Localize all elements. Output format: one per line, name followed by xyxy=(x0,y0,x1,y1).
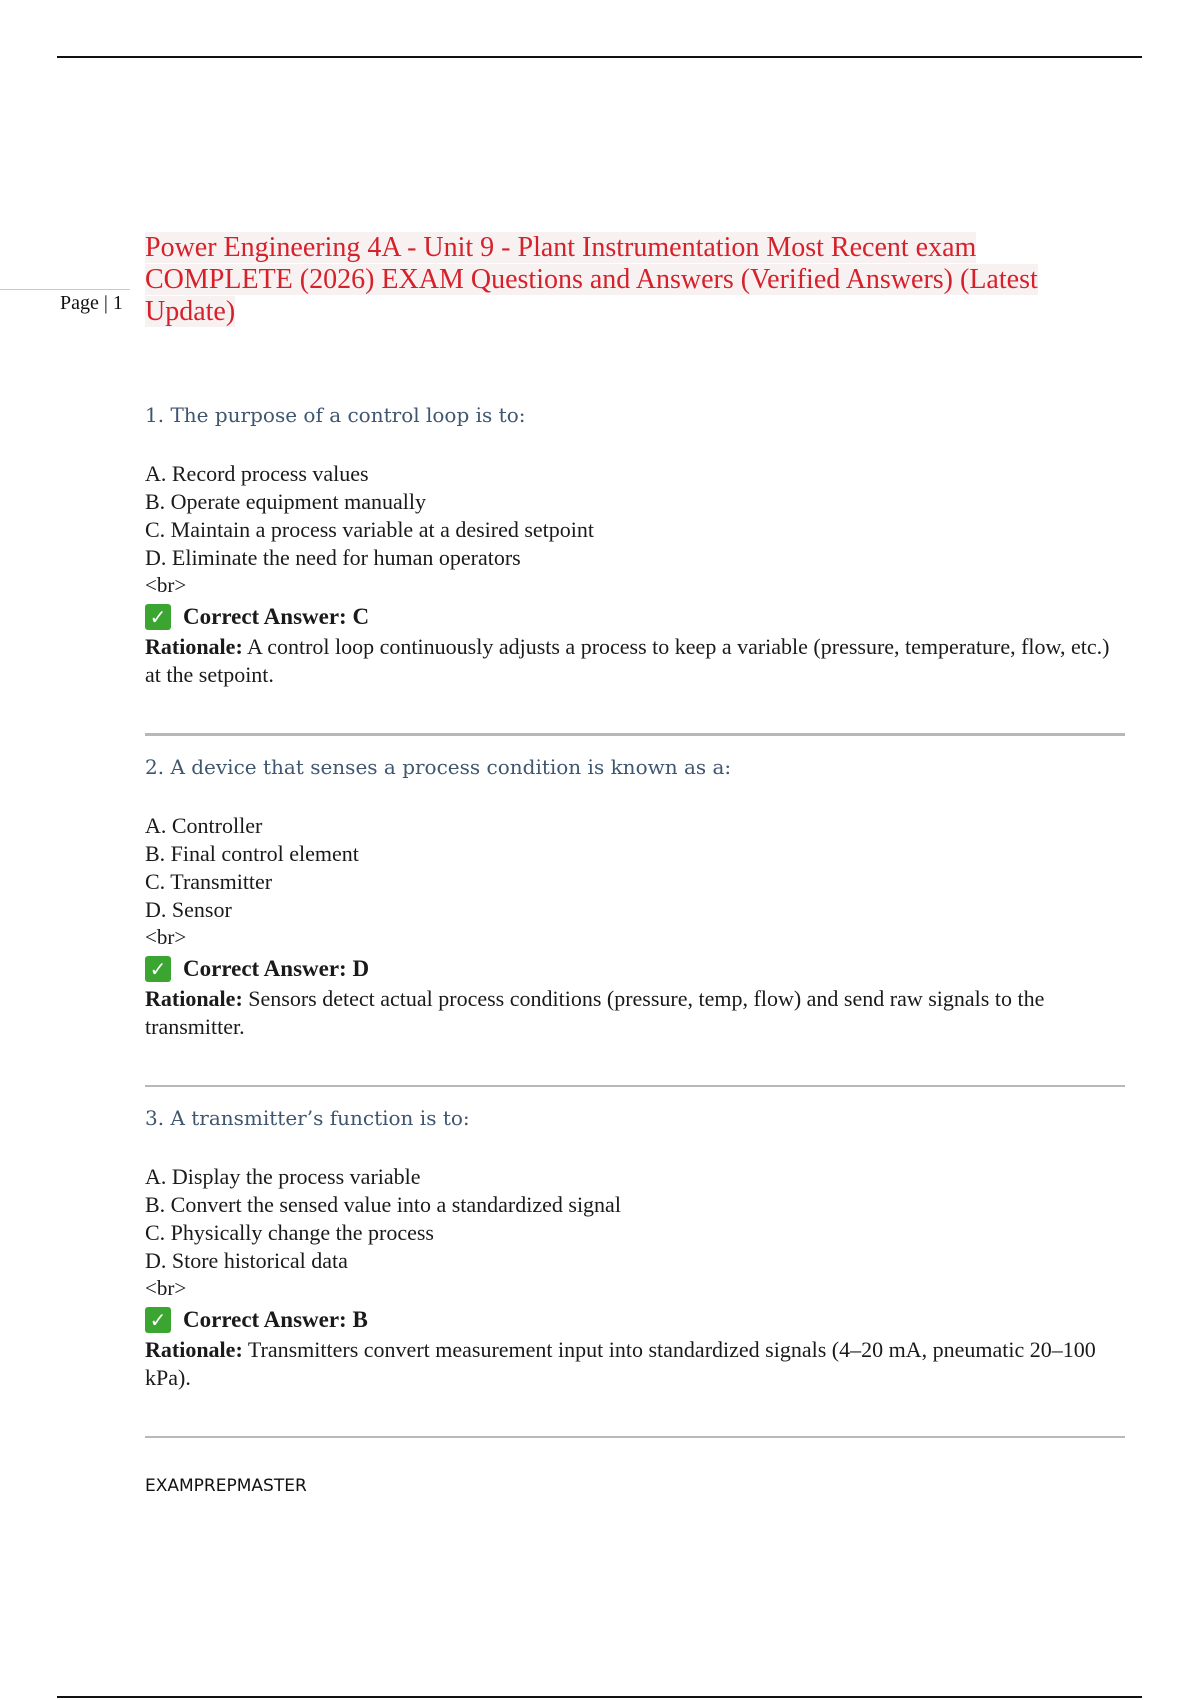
correct-answer xyxy=(145,601,1125,633)
question-block xyxy=(145,752,1125,1041)
title-line-2: COMPLETE (2026) EXAM Questions and Answers (Verified Answers) (Latest xyxy=(145,264,1038,295)
correct-answer xyxy=(145,1304,1125,1336)
literal-br-text: <br> xyxy=(145,573,187,597)
page-number-label: Page | 1 xyxy=(60,292,123,314)
correct-answer-text: Correct Answer: D xyxy=(183,956,370,981)
answer-option: C. Maintain a process variable at a desired setpoint xyxy=(145,517,595,542)
answer-option: D. Store historical data xyxy=(145,1248,348,1273)
correct-answer-text: Correct Answer: B xyxy=(183,1307,368,1332)
questions-list xyxy=(145,400,1125,1454)
answer-option: D. Eliminate the need for human operators xyxy=(145,545,521,570)
answer-option: B. Operate equipment manually xyxy=(145,489,427,514)
literal-br-text: <br> xyxy=(145,1276,187,1300)
check-mark-icon: ✓ xyxy=(145,604,171,630)
title-line-3: Update) xyxy=(145,296,236,327)
document-title xyxy=(145,232,1065,328)
question-divider xyxy=(145,733,1125,736)
rationale-label: Rationale: xyxy=(145,986,243,1011)
rationale-label: Rationale: xyxy=(145,634,243,659)
footer-brand: EXAMPREPMASTER xyxy=(145,1476,307,1496)
answer-option: C. Transmitter xyxy=(145,869,273,894)
header-rule xyxy=(57,56,1142,58)
question-prompt: 1. The purpose of a control loop is to: xyxy=(145,403,526,427)
rationale xyxy=(145,985,1125,1041)
rationale-text: Transmitters convert measurement input into standardized signals (4–20 mA, pneumatic 20–100 kPa). xyxy=(145,1337,1096,1390)
answer-option: A. Display the process variable xyxy=(145,1164,421,1189)
check-mark-icon: ✓ xyxy=(145,956,171,982)
question-prompt: 2. A device that senses a process condition is known as a: xyxy=(145,755,732,779)
rationale xyxy=(145,633,1125,689)
title-line-1: Power Engineering 4A - Unit 9 - Plant Instrumentation Most Recent exam xyxy=(145,232,977,263)
correct-answer xyxy=(145,953,1125,985)
rationale-text: A control loop continuously adjusts a process to keep a variable (pressure, temperature, flow, etc.) at the setpoint. xyxy=(145,634,1110,687)
answer-option: B. Final control element xyxy=(145,841,359,866)
rationale xyxy=(145,1336,1125,1392)
rationale-label: Rationale: xyxy=(145,1337,243,1362)
question-prompt: 3. A transmitter’s function is to: xyxy=(145,1106,470,1130)
answer-option: D. Sensor xyxy=(145,897,232,922)
footer-rule xyxy=(57,1696,1142,1698)
page-label-rule xyxy=(0,289,130,290)
literal-br-text: <br> xyxy=(145,925,187,949)
question-divider xyxy=(145,1085,1125,1087)
answer-option: A. Record process values xyxy=(145,461,369,486)
answer-option: B. Convert the sensed value into a standardized signal xyxy=(145,1192,621,1217)
answer-option: A. Controller xyxy=(145,813,263,838)
question-block xyxy=(145,1103,1125,1392)
question-block xyxy=(145,400,1125,689)
rationale-text: Sensors detect actual process conditions (pressure, temp, flow) and send raw signals to the transmitter. xyxy=(145,986,1045,1039)
check-mark-icon: ✓ xyxy=(145,1307,171,1333)
answer-option: C. Physically change the process xyxy=(145,1220,434,1245)
correct-answer-text: Correct Answer: C xyxy=(183,604,370,629)
question-divider xyxy=(145,1436,1125,1438)
